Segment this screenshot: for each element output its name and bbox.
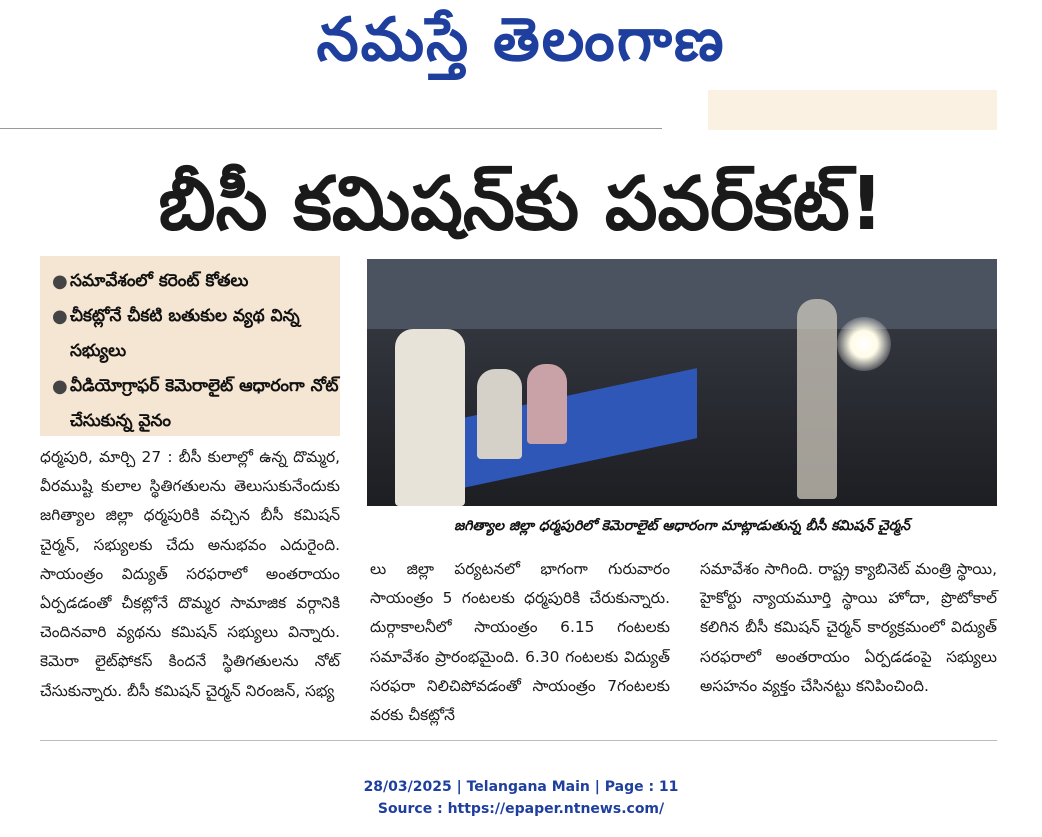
photo-standing-figure	[797, 299, 837, 499]
bullet-icon: ●	[52, 376, 68, 397]
page-footer	[0, 776, 1042, 820]
article-photo	[367, 259, 997, 506]
newspaper-masthead	[0, 0, 1042, 80]
photo-speaker-figure	[395, 329, 465, 506]
footer-divider	[40, 740, 997, 741]
photo-caption: జగిత్యాల జిల్లా ధర్మపురిలో కెమెరాలైట్‌ ఆధారంగా మాట్లాడుతున్న బీసీ కమిషన్‌ చైర్మన్‌	[367, 510, 997, 542]
photo-camera-light	[837, 317, 891, 371]
top-ad-box	[708, 90, 997, 130]
kicker-text: సమావేశంలో కరెంట్‌ కోతలు	[70, 271, 249, 291]
cropped-text-strip	[40, 92, 135, 104]
kicker-text: చీకట్లోనే చీకటి బతుకుల వ్యథ విన్న సభ్యులు	[70, 306, 300, 361]
article-headline: బీసీ కమిషన్‌కు పవర్‌కట్‌!	[158, 161, 884, 247]
body-column-2: లు జిల్లా పర్యటనలో భాగంగా గురువారం సాయంత్రం 5 గంటలకు ధర్మపురికి చేరుకున్నారు. దుర్గాకాలనీలో సాయంత్రం 6.15 గంటలకు సమావేశం ప్రారంభమైంది. 6.30 గంటలకు విద్యుత్‌ సరఫరా నిలిచిపోవడంతో సాయంత్రం 7గంటలకు వరకు చీకట్లోనే	[370, 560, 670, 725]
footer-source-link[interactable]: Source : https://epaper.ntnews.com/	[377, 801, 665, 817]
photo-seated-figure	[477, 369, 522, 459]
body-column-1: ధర్మపురి, మార్చి 27 : బీసీ కులాల్లో ఉన్న దొమ్మర, వీరముష్టి కులాల స్థితిగతులను తెలుసుకునేందుకు జగిత్యాల జిల్లా ధర్మపురికి వచ్చిన బీసీ కమిషన్‌ చైర్మన్‌, సభ్యులకు చేదు అనుభవం ఎదురైంది. సాయంత్రం విద్యుత్‌ సరఫరాలో అంతరాయం ఏర్పడడంతో చీకట్లోనే దొమ్మర సామాజిక వర్గానికి చెందినవారి వ్యథను కమిషన్‌ సభ్యులు విన్నారు. కెమెరా లైట్‌ఫోకస్‌ కిందనే స్థితిగతులను నోట్‌ చేసుకున్నారు. బీసీ కమిషన్‌ చైర్మన్‌ నిరంజన్‌, సభ్య	[40, 448, 340, 700]
masthead-title: నమస్తే తెలంగాణ	[316, 5, 726, 75]
photo-seated-figure	[527, 364, 567, 444]
kicker-item	[40, 264, 340, 299]
kicker-text: వీడియోగ్రాఫర్‌ కెమెరాలైట్‌ ఆధారంగా నోట్‌ చేసుకున్న వైనం	[70, 376, 339, 431]
kicker-item	[40, 369, 340, 439]
photo-background	[367, 259, 997, 329]
kicker-box	[40, 256, 340, 436]
header-divider	[0, 128, 662, 129]
body-column-3: సమావేశం సాగింది. రాష్ట్ర క్యాబినెట్‌ మంత్రి స్థాయి, హైకోర్టు న్యాయమూర్తి స్థాయి హోదా, ప్రొటోకాల్‌ కలిగిన బీసీ కమిషన్‌ చైర్మన్‌ కార్యక్రమంలో విద్యుత్‌ సరఫరాలో అంతరాయం ఏర్పడడంపై సభ్యులు అసహనం వ్యక్తం చేసినట్టు కనిపించింది.	[700, 560, 997, 695]
kicker-item	[40, 299, 340, 369]
bullet-icon: ●	[52, 271, 68, 292]
footer-date-line: 28/03/2025 | Telangana Main | Page : 11	[363, 779, 679, 795]
bullet-icon: ●	[52, 306, 68, 327]
